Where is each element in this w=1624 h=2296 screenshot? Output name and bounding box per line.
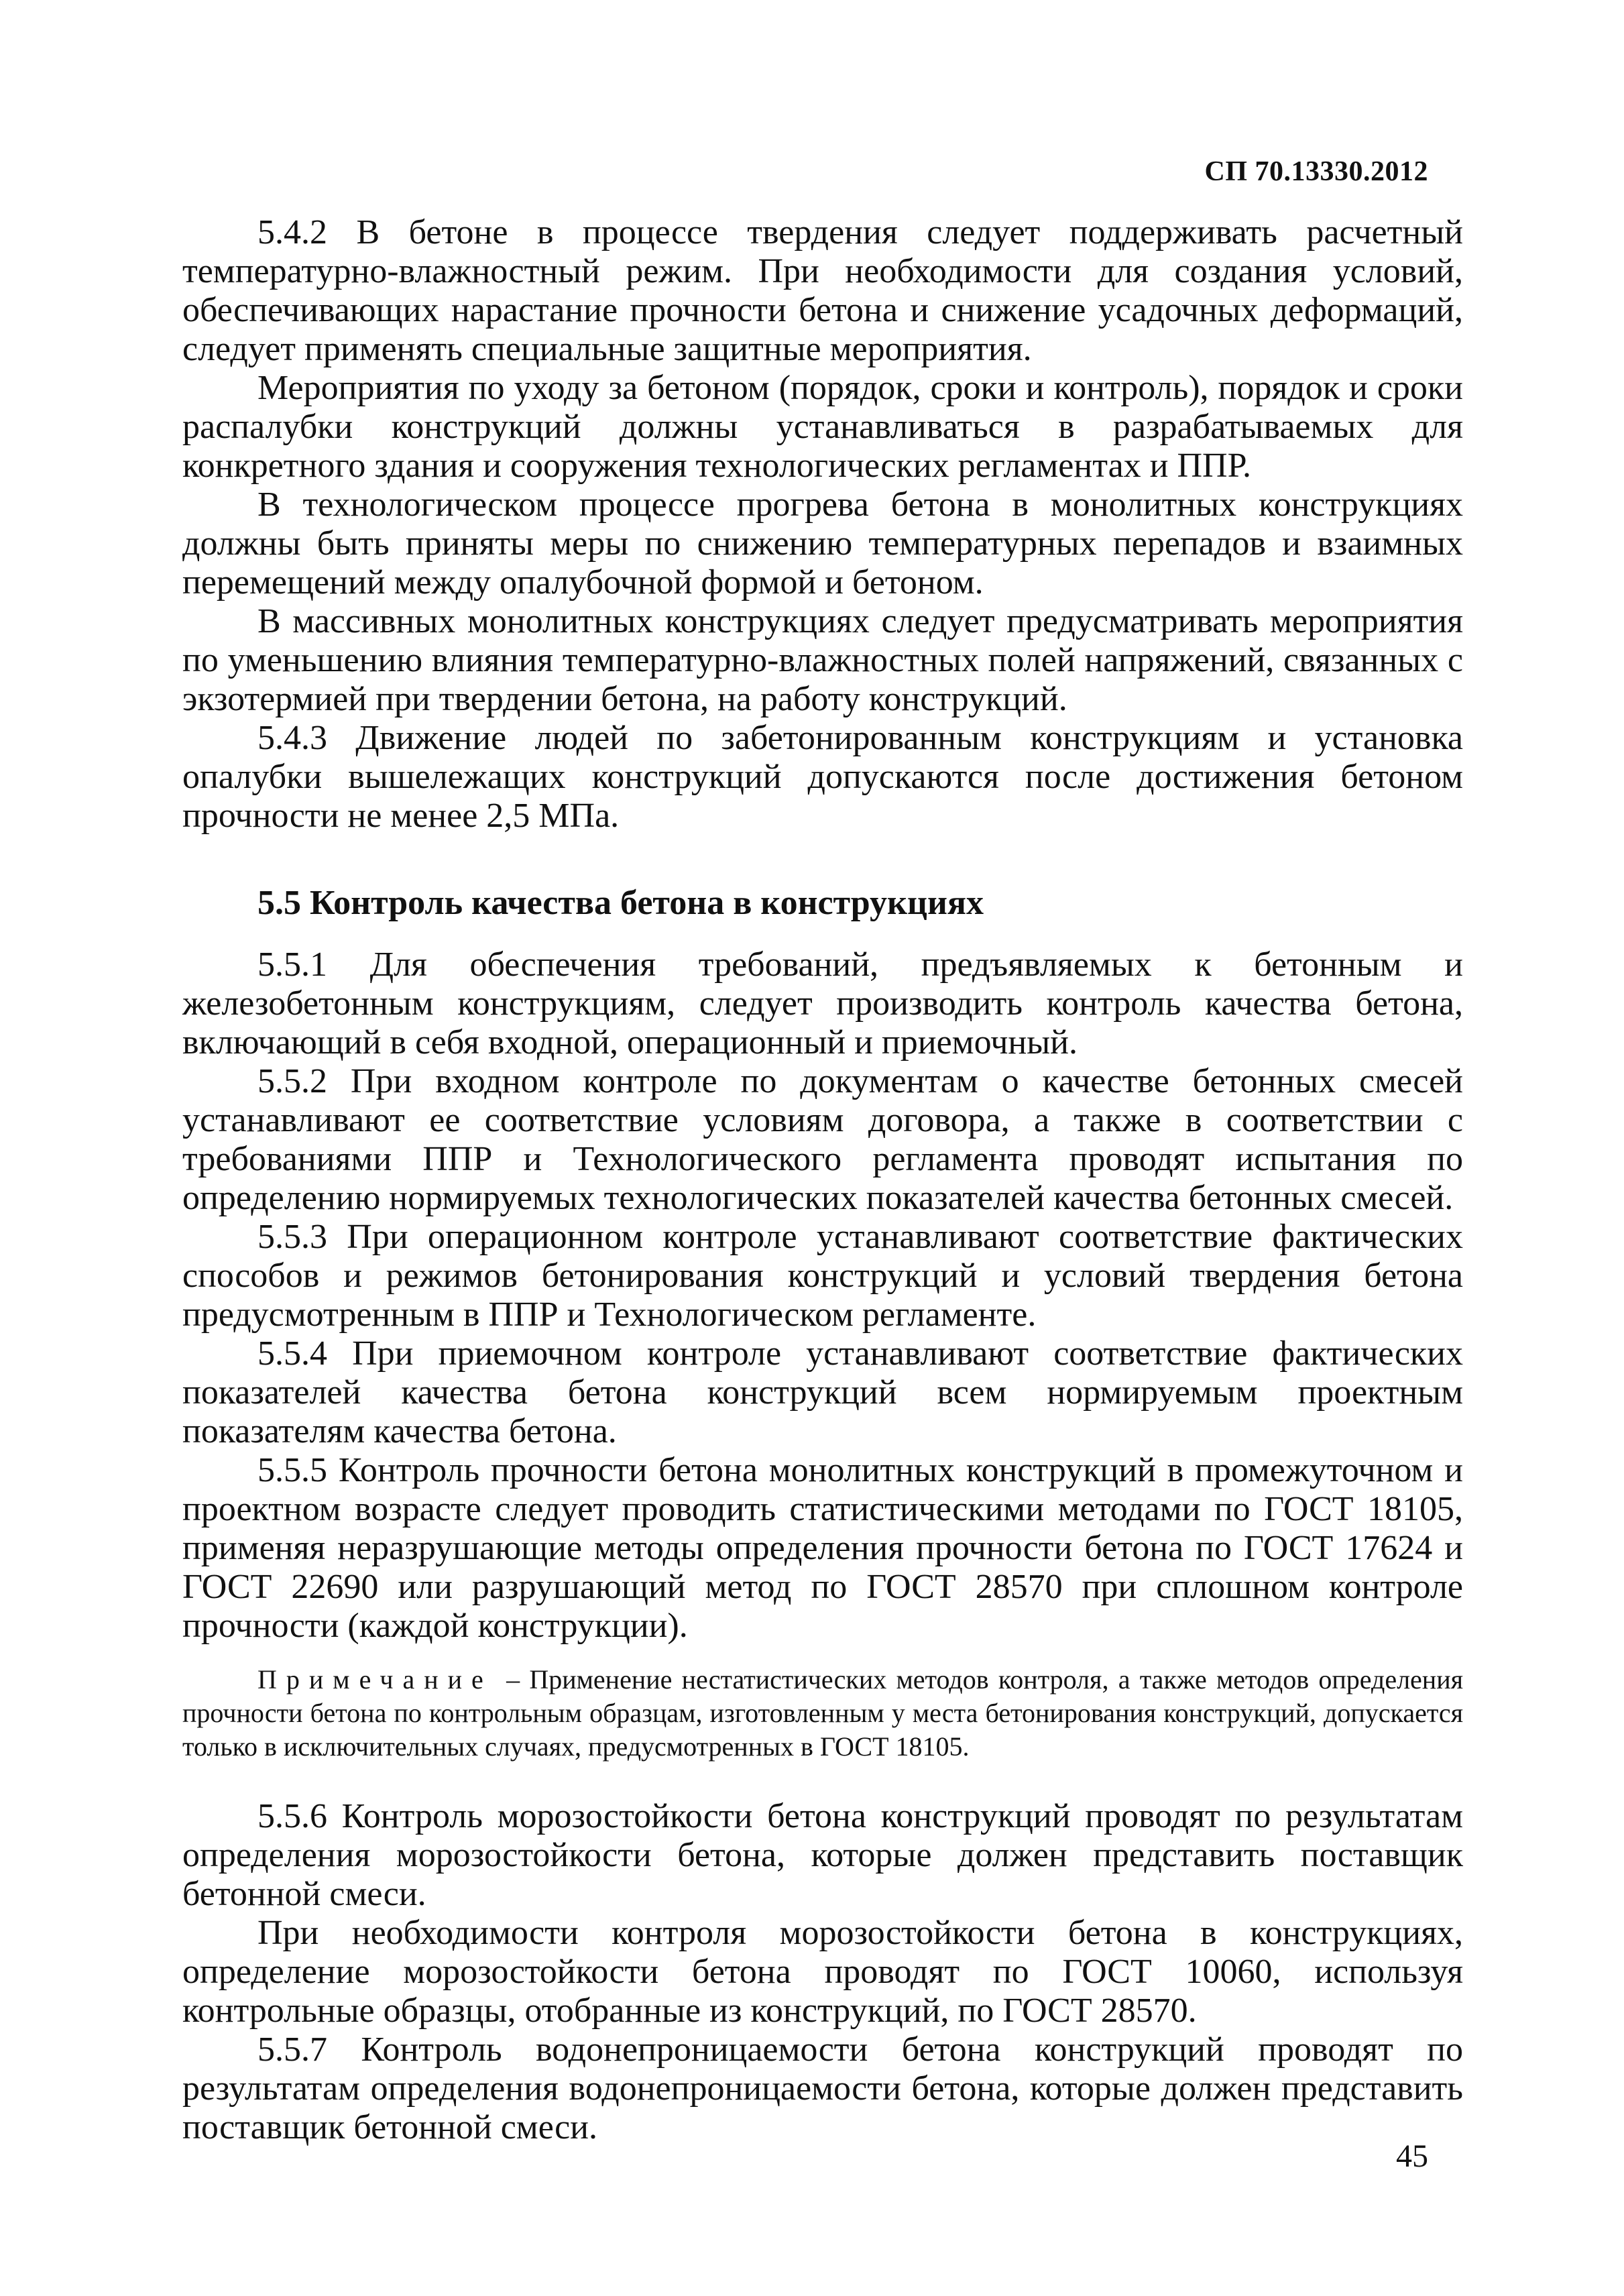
paragraph-5-5-5: 5.5.5 Контроль прочности бетона монолитных конструкций в промежуточном и проектном возрасте следует проводить статистическими методами по ГОСТ 18105, применяя неразрушающие методы определения прочности бетона по ГОСТ 17624 и ГОСТ 22690 или разрушающий метод по ГОСТ 28570 при сплошном контроле прочности (каждой конструкции). [182,1451,1463,1645]
paragraph-5-5-7: 5.5.7 Контроль водонепроницаемости бетона конструкций проводят по результатам определения водонепроницаемости бетона, которые должен представить поставщик бетонной смеси. [182,2030,1463,2146]
page-number: 45 [1396,2138,1428,2174]
paragraph-5-5-6: 5.5.6 Контроль морозостойкости бетона конструкций проводят по результатам определения морозостойкости бетона, которые должен представить поставщик бетонной смеси. [182,1797,1463,1913]
paragraph-5-4-3: 5.4.3 Движение людей по забетонированным конструкциям и установка опалубки вышележащих конструкций допускаются после достижения бетоном прочности не менее 2,5 МПа. [182,719,1463,835]
paragraph-5-5-2: 5.5.2 При входном контроле по документам о качестве бетонных смесей устанавливают ее соответствие условиям договора, а также в соответствии с требованиями ППР и Технологического регламента проводят испытания по определению нормируемых технологических показателей качества бетонных смесей. [182,1062,1463,1217]
paragraph-massive-structures: В массивных монолитных конструкциях следует предусматривать мероприятия по уменьшению влияния температурно-влажностных полей напряжений, связанных с экзотермией при твердении бетона, на работу конструкций. [182,602,1463,718]
document-code: СП 70.13330.2012 [1204,156,1428,187]
note-text: – Применение нестатистических методов контроля, а также методов определения прочности бетона по контрольным образцам, изготовленным у места бетонирования конструкций, допускается только в исключительных случаях, предусмотренных в ГОСТ 18105. [182,1664,1463,1762]
note-label: Примечание [257,1664,493,1695]
paragraph-concrete-care: Мероприятия по уходу за бетоном (порядок, сроки и контроль), порядок и сроки распалубки конструкций должны устанавливаться в разрабатываемых для конкретного здания и сооружения технологических регламентах и ППР. [182,369,1463,485]
note [182,1663,1463,1764]
paragraph-frost-control: При необходимости контроля морозостойкости бетона в конструкциях, определение морозостойкости бетона проводят по ГОСТ 10060, используя контрольные образцы, отобранные из конструкций, по ГОСТ 28570. [182,1914,1463,2030]
section-title-5-5: 5.5 Контроль качества бетона в конструкциях [257,884,984,922]
paragraph-5-5-4: 5.5.4 При приемочном контроле устанавливают соответствие фактических показателей качества бетона конструкций всем нормируемым проектным показателям качества бетона. [182,1334,1463,1450]
paragraph-5-4-2: 5.4.2 В бетоне в процессе твердения следует поддерживать расчетный температурно-влажностный режим. При необходимости для создания условий, обеспечивающих нарастание прочности бетона и снижение усадочных деформаций, следует применять специальные защитные мероприятия. [182,213,1463,368]
paragraph-5-5-1: 5.5.1 Для обеспечения требований, предъявляемых к бетонным и железобетонным конструкциям, следует производить контроль качества бетона, включающий в себя входной, операционный и приемочный. [182,945,1463,1061]
paragraph-heating: В технологическом процессе прогрева бетона в монолитных конструкциях должны быть приняты меры по снижению температурных перепадов и взаимных перемещений между опалубочной формой и бетоном. [182,485,1463,601]
paragraph-5-5-3: 5.5.3 При операционном контроле устанавливают соответствие фактических способов и режимов бетонирования конструкций и условий твердения бетона предусмотренным в ППР и Технологическом регламенте. [182,1218,1463,1334]
page-content [182,213,1463,2147]
